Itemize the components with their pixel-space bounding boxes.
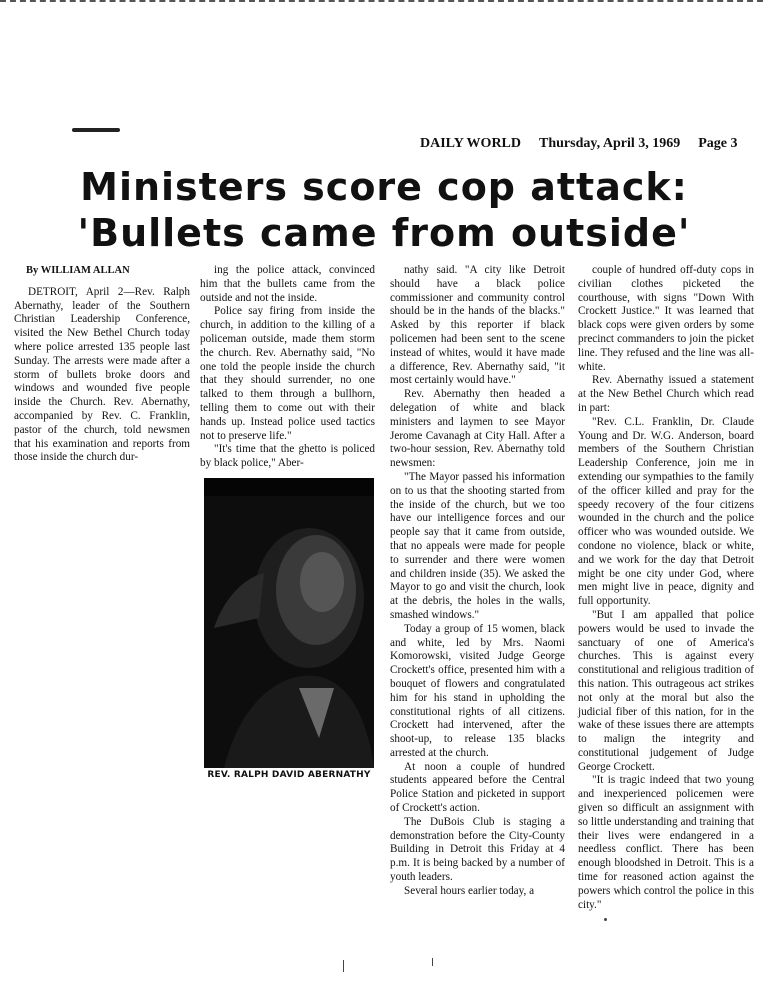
article-column-3 bbox=[390, 264, 565, 899]
paragraph: Today a group of 15 women, black and white, led by Mrs. Naomi Komorowski, visited Judge George Crockett's office, presented him with a bouquet of flowers and congratulated him for his stand in upholding the constitutional rights of all citizens. Crockett had intervened, after the shoot-up, to release 135 blacks arrested at the church. bbox=[390, 622, 565, 759]
paragraph: Rev. Abernathy issued a statement at the New Bethel Church which read in part: bbox=[578, 374, 754, 414]
portrait-photo bbox=[204, 478, 374, 768]
paragraph: "It is tragic indeed that two young and inexperienced policemen were given so difficult an assignment with so little understanding and training that their lives were endangered in a needless conflict. There has been enough bloodshed in Detroit. This is a time for reasoned action against the powers which control the police in this city." bbox=[578, 774, 754, 911]
paper-name: DAILY WORLD bbox=[420, 136, 522, 151]
paragraph: ing the police attack, convinced him that the bullets came from the outside and not the inside. bbox=[200, 264, 375, 304]
headline bbox=[14, 164, 754, 256]
article-column-1 bbox=[14, 264, 190, 465]
scan-speck bbox=[343, 960, 344, 972]
paragraph: "Rev. C.L. Franklin, Dr. Claude Young and Dr. W.G. Anderson, board members of the Southern Christian Leadership Conference, join me in extending our sympathies to the family of the officer killed and pray for the speedy recovery of the four citizens wounded in the church and the police officer who was wounded outside. We condone no violence, black or white, and we work for the day that Detroit might be one city under God, where men might live in peace, dignity and full opportunity. bbox=[578, 415, 754, 608]
paragraph: The DuBois Club is staging a demonstration before the City-County Building in Detroit this Friday at 4 p.m. It is being backed by a number of youth leaders. bbox=[390, 815, 565, 884]
paragraph: Several hours earlier today, a bbox=[404, 884, 535, 897]
byline: By WILLIAM ALLAN bbox=[26, 265, 130, 276]
page-number: Page 3 bbox=[698, 136, 738, 151]
headline-line-2: 'Bullets came from outside' bbox=[77, 211, 691, 255]
paragraph: Police say firing from inside the church, in addition to the killing of a policeman outside, made them storm the church. Rev. Abernathy said, "No one told the people inside the church that they should surrender, no one talked to them through a bullhorn, telling them to come out with their hands up. Instead police used tactics not to preserve life." bbox=[200, 305, 375, 442]
scan-speck bbox=[432, 958, 433, 966]
paragraph: "But I am appalled that police powers would be used to invade the sanctuary of one of America's churches. This is against every constitutional and religious tradition of this nation. This outrageous act strikes not only at the moral but also the judicial fiber of this nation, for in the wake of these issues there are attempts to malign the integrity and constitutional judgement of Judge George Crockett. bbox=[578, 608, 754, 773]
paragraph: DETROIT, April 2—Rev. Ralph Abernathy, leader of the Southern Christian Leadership Conference, visited the New Bethel Church today where police arrested 135 people last Sunday. The arrests were made after a storm of bullets broke doors and windows and wounded five people inside the Church. Rev. Abernathy, accompanied by Rev. C. Franklin, pastor of the church, told newsmen that his examination and reports from those inside the church dur- bbox=[14, 285, 190, 464]
paragraph: At noon a couple of hundred students appeared before the Central Police Station and picketed in support of Crockett's action. bbox=[390, 760, 565, 815]
paragraph: nathy said. "A city like Detroit should have a black police commissioner and community control should be in the hands of the blacks." Asked by this reporter if black policemen had been sent to the scene instead of whites, would it have made a difference, Rev. Abernathy said, "it most certainly would have." bbox=[390, 264, 565, 387]
scan-speck bbox=[604, 918, 607, 921]
paragraph: couple of hundred off-duty cops in civilian clothes picketed the courthouse, with signs "Down With Crockett Justice." It was learned that black cops were given orders by some precinct commanders to join the picket line. They refused and the line was all-white. bbox=[578, 264, 754, 373]
ink-smudge bbox=[72, 128, 120, 132]
article-column-2 bbox=[200, 264, 375, 471]
masthead bbox=[420, 136, 750, 156]
paragraph: Rev. Abernathy then headed a delegation of white and black ministers and laymen to see Mayor Jerome Cavanagh at City Hall. After a two-hour session, Rev. Abernathy told newsmen: bbox=[390, 388, 565, 470]
headline-line-1: Ministers score cop attack: bbox=[80, 165, 688, 209]
paragraph: "The Mayor passed his information on to us that the shooting started from the inside of the church, but we too have our intelligence forces and our people say that it came from outside, that no appeals were made for people to surrender and there were women and children inside (35). We asked the Mayor to go and visit the church, look at the debris, the holes in the walls, smashed windows." bbox=[390, 470, 565, 621]
article-column-4 bbox=[578, 264, 754, 912]
issue-date: Thursday, April 3, 1969 bbox=[539, 136, 681, 151]
scan-edge-marks bbox=[0, 0, 763, 4]
paragraph: "It's time that the ghetto is policed by black police," Aber- bbox=[200, 443, 375, 470]
photo-caption: REV. RALPH DAVID ABERNATHY bbox=[207, 770, 371, 780]
